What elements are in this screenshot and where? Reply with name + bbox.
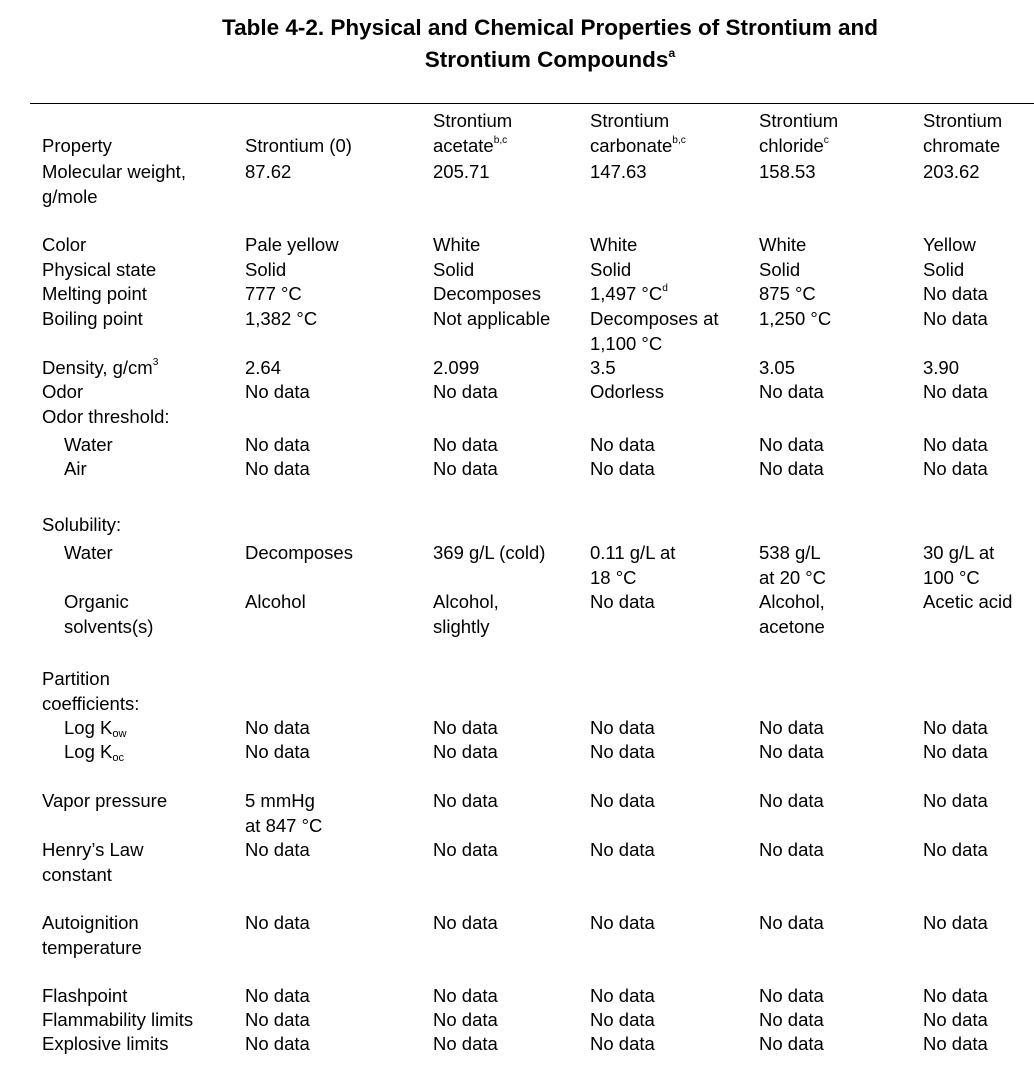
- cell-boiling-c3: Decomposes at 1,100 °C: [590, 308, 719, 354]
- cell-sol-water-c4: 538 g/L at 20 °C: [759, 542, 827, 588]
- cell-ot-water-c5: No data: [923, 434, 988, 455]
- cell-melting-c5: No data: [923, 283, 988, 304]
- cell-melting-c3: 1,497 $^\circ C^d$: [590, 283, 668, 304]
- row-label-partition: Partition coefficients:: [42, 668, 140, 714]
- cell-flash-c5: No data: [923, 985, 988, 1006]
- cell-flash-c4: No data: [759, 985, 824, 1006]
- cell-autoign-c3: No data: [590, 912, 655, 933]
- cell-vapor-c3: No data: [590, 790, 655, 811]
- header-property: Property: [42, 135, 112, 156]
- row-label-physical-state: Physical state: [42, 259, 157, 280]
- cell-kow-c5: No data: [923, 717, 988, 738]
- title-line-1: Table 4-2. Physical and Chemical Properties of Strontium and: [222, 15, 878, 40]
- cell-odor-c4: No data: [759, 381, 824, 402]
- row-label-flammability: Flammability limits: [42, 1009, 194, 1030]
- cell-density-c2: 2.099: [433, 357, 480, 378]
- header-strontium-acetate: Strontium acetate$^{b,c}$: [433, 110, 513, 156]
- row-label-density: Density, $g/cm^3$: [42, 357, 159, 378]
- row-label-explosive: Explosive limits: [42, 1033, 169, 1054]
- header-strontium-chromate: Strontium chromate: [923, 110, 1003, 156]
- cell-flash-c2: No data: [433, 985, 498, 1006]
- cell-koc-c5: No data: [923, 741, 988, 762]
- row-label-boiling-point: Boiling point: [42, 308, 143, 329]
- row-label-solubility: Solubility:: [42, 514, 122, 535]
- cell-density-c1: 2.64: [245, 357, 282, 378]
- cell-sol-org-c4: Alcohol, acetone: [759, 591, 825, 637]
- row-label-odor-threshold: Odor threshold:: [42, 406, 170, 427]
- row-label-sol-water: Water: [64, 542, 113, 563]
- cell-color-c4: White: [759, 234, 807, 255]
- cell-odor-c2: No data: [433, 381, 498, 402]
- cell-odor-c3: Odorless: [590, 381, 665, 402]
- row-label-log-kow: Log $K_{ow}$: [64, 717, 127, 740]
- cell-koc-c4: No data: [759, 741, 824, 762]
- cell-flash-c1: No data: [245, 985, 310, 1006]
- cell-boiling-c5: No data: [923, 308, 988, 329]
- cell-flamm-c2: No data: [433, 1009, 498, 1030]
- cell-sol-water-c3: 0.11 g/L at 18 °C: [590, 542, 676, 588]
- cell-koc-c2: No data: [433, 741, 498, 762]
- header-strontium-chloride: Strontium chloride$^c$: [759, 110, 839, 156]
- cell-kow-c2: No data: [433, 717, 498, 738]
- cell-ot-air-c1: No data: [245, 458, 310, 479]
- cell-sol-water-c2: 369 g/L (cold): [433, 542, 546, 563]
- cell-koc-c3: No data: [590, 741, 655, 762]
- row-label-vapor-pressure: Vapor pressure: [42, 790, 168, 811]
- row-label-flashpoint: Flashpoint: [42, 985, 128, 1006]
- cell-koc-c1: No data: [245, 741, 310, 762]
- cell-odor-c1: No data: [245, 381, 310, 402]
- cell-density-c5: 3.90: [923, 357, 960, 378]
- row-label-ot-water: Water: [64, 434, 113, 455]
- cell-sol-water-c5: 30 g/L at 100 °C: [923, 542, 995, 588]
- cell-boiling-c4: 1,250 °C: [759, 308, 832, 329]
- cell-melting-c2: Decomposes: [433, 283, 541, 304]
- cell-vapor-c1: 5 mmHg at 847 °C: [245, 790, 323, 836]
- cell-mw-c5: 203.62: [923, 161, 980, 182]
- cell-state-c1: Solid: [245, 259, 287, 280]
- cell-ot-air-c3: No data: [590, 458, 655, 479]
- cell-melting-c4: 875 °C: [759, 283, 816, 304]
- cell-autoign-c4: No data: [759, 912, 824, 933]
- cell-mw-c2: 205.71: [433, 161, 490, 182]
- cell-ot-water-c2: No data: [433, 434, 498, 455]
- cell-autoign-c5: No data: [923, 912, 988, 933]
- cell-autoign-c1: No data: [245, 912, 310, 933]
- row-label-henrys-law: Henry’s Law constant: [42, 839, 144, 885]
- cell-flamm-c1: No data: [245, 1009, 310, 1030]
- cell-explosive-c5: No data: [923, 1033, 988, 1054]
- cell-flamm-c4: No data: [759, 1009, 824, 1030]
- cell-explosive-c3: No data: [590, 1033, 655, 1054]
- cell-flash-c3: No data: [590, 985, 655, 1006]
- cell-vapor-c4: No data: [759, 790, 824, 811]
- cell-henry-c5: No data: [923, 839, 988, 860]
- cell-flamm-c5: No data: [923, 1009, 988, 1030]
- cell-boiling-c2: Not applicable: [433, 308, 551, 329]
- cell-kow-c1: No data: [245, 717, 310, 738]
- row-label-log-koc: Log $K_{oc}$: [64, 741, 125, 764]
- cell-ot-air-c2: No data: [433, 458, 498, 479]
- cell-flamm-c3: No data: [590, 1009, 655, 1030]
- cell-henry-c2: No data: [433, 839, 498, 860]
- cell-odor-c5: No data: [923, 381, 988, 402]
- row-label-molecular-weight: Molecular weight, g/mole: [42, 161, 186, 207]
- cell-color-c3: White: [590, 234, 638, 255]
- cell-henry-c1: No data: [245, 839, 310, 860]
- header-strontium-carbonate: Strontium carbonate$^{b,c}$: [590, 110, 686, 156]
- cell-color-c5: Yellow: [923, 234, 976, 255]
- cell-ot-water-c3: No data: [590, 434, 655, 455]
- cell-melting-c1: 777 °C: [245, 283, 302, 304]
- header-top-rule: [30, 103, 1034, 104]
- cell-henry-c3: No data: [590, 839, 655, 860]
- cell-kow-c4: No data: [759, 717, 824, 738]
- cell-ot-air-c4: No data: [759, 458, 824, 479]
- cell-explosive-c1: No data: [245, 1033, 310, 1054]
- cell-color-c2: White: [433, 234, 481, 255]
- row-label-melting-point: Melting point: [42, 283, 147, 304]
- cell-explosive-c4: No data: [759, 1033, 824, 1054]
- cell-density-c4: 3.05: [759, 357, 796, 378]
- cell-mw-c4: 158.53: [759, 161, 816, 182]
- cell-color-c1: Pale yellow: [245, 234, 339, 255]
- cell-sol-org-c3: No data: [590, 591, 655, 612]
- cell-explosive-c2: No data: [433, 1033, 498, 1054]
- header-strontium-0: Strontium (0): [245, 135, 352, 156]
- cell-ot-water-c4: No data: [759, 434, 824, 455]
- cell-sol-org-c2: Alcohol, slightly: [433, 591, 499, 637]
- cell-mw-c3: 147.63: [590, 161, 647, 182]
- cell-state-c5: Solid: [923, 259, 965, 280]
- cell-mw-c1: 87.62: [245, 161, 292, 182]
- row-label-odor: Odor: [42, 381, 84, 402]
- row-label-ot-air: Air: [64, 458, 87, 479]
- cell-autoign-c2: No data: [433, 912, 498, 933]
- cell-state-c4: Solid: [759, 259, 801, 280]
- cell-kow-c3: No data: [590, 717, 655, 738]
- cell-sol-org-c1: Alcohol: [245, 591, 306, 612]
- row-label-autoignition: Autoignition temperature: [42, 912, 142, 958]
- table-title: [0, 12, 1034, 76]
- cell-sol-water-c1: Decomposes: [245, 542, 353, 563]
- cell-state-c3: Solid: [590, 259, 632, 280]
- cell-vapor-c2: No data: [433, 790, 498, 811]
- title-line-2: Strontium Compounds$^a$: [424, 45, 676, 72]
- cell-density-c3: 3.5: [590, 357, 616, 378]
- cell-state-c2: Solid: [433, 259, 475, 280]
- cell-vapor-c5: No data: [923, 790, 988, 811]
- cell-sol-org-c5: Acetic acid: [923, 591, 1013, 612]
- cell-boiling-c1: 1,382 °C: [245, 308, 318, 329]
- cell-ot-air-c5: No data: [923, 458, 988, 479]
- row-label-color: Color: [42, 234, 87, 255]
- row-label-sol-organic: Organic solvents(s): [64, 591, 154, 637]
- cell-henry-c4: No data: [759, 839, 824, 860]
- cell-ot-water-c1: No data: [245, 434, 310, 455]
